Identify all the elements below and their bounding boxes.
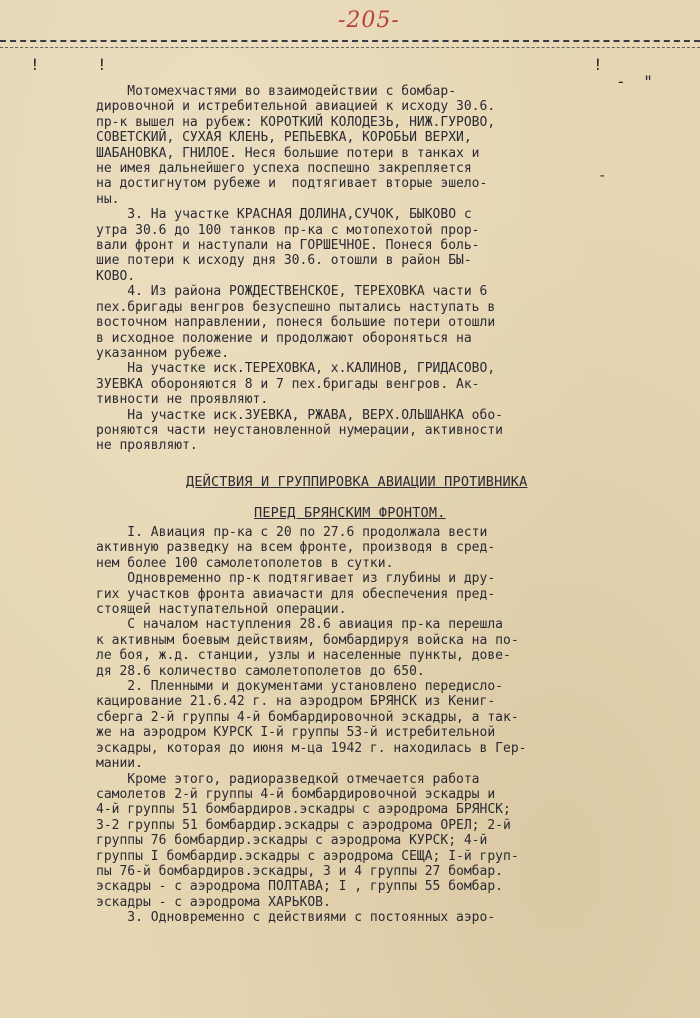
text-line: 3-2 группы 51 бомбардир.эскадры с аэродрома ОРЕЛ; 2-й <box>96 817 511 833</box>
text-line: Одновременно пр-к подтягивает из глубины и дру- <box>96 571 496 587</box>
text-line: активную разведку на всем фронте, производя в сред- <box>96 540 496 556</box>
body-text-top <box>96 84 620 454</box>
text-line: 3. На участке КРАСНАЯ ДОЛИНА,СУЧОК, БЫКОВО с <box>96 207 472 223</box>
text-line: пр-к вышел на рубеж: КОРОТКИЙ КОЛОДЕЗЬ, НИЖ.ГУРОВО, <box>96 114 496 130</box>
text-line: С началом наступления 28.6 авиация пр-ка перешла <box>96 617 503 633</box>
section-heading: ДЕЙСТВИЯ И ГРУППИРОВКА АВИАЦИИ ПРОТИВНИКА <box>186 474 528 490</box>
page-number: -205- <box>338 8 400 33</box>
text-line: в исходное положение и продолжают обороняться на <box>96 330 472 346</box>
text-line: 4-й группы 51 бомбардиров.эскадры с аэродрома БРЯНСК; <box>96 802 511 818</box>
text-line: сберга 2-й группы 4-й бомбардировочной эскадры, а так- <box>96 709 519 725</box>
text-line: ны. <box>96 191 120 207</box>
text-line: утра 30.6 до 100 танков пр-ка с мотопехотой прор- <box>96 222 480 238</box>
text-line: 2. Пленными и документами установлено передисло- <box>96 679 503 695</box>
dashed-separator <box>0 40 700 42</box>
text-line: к активным боевым действиям, бомбардируя войска на по- <box>96 632 519 648</box>
text-line: группы 76 бомбардир.эскадры с аэродрома КУРСК; 4-й <box>96 833 488 849</box>
text-line: ШАБАНОВКА, ГНИЛОЕ. Неся большие потери в танках и <box>96 145 480 161</box>
margin-mark-left-2: ! <box>97 55 107 74</box>
text-line: не имея дальнейшего успеха поспешно закрепляется <box>96 161 472 177</box>
text-line: эскадры, которая до июня м-ца 1942 г. находилась в Гер- <box>96 740 527 756</box>
text-line: не проявляют. <box>96 438 198 454</box>
text-line: эскадры - с аэродрома ХАРЬКОВ. <box>96 894 331 910</box>
dashed-separator-secondary <box>0 47 700 48</box>
text-line: кацирование 21.6.42 г. на аэродром БРЯНСК из Кениг- <box>96 694 496 710</box>
text-line: ле боя, ж.д. станции, узлы и населенные пункты, дове- <box>96 648 511 664</box>
text-line: шие потери к исходу дня 30.6. отошли в район БЫ- <box>96 253 472 269</box>
text-line: дя 28.6 количество самолетополетов до 650. <box>96 663 425 679</box>
margin-mark-left: ! <box>30 55 40 74</box>
text-line: ЗУЕВКА обороняются 8 и 7 пех.бригады венгров. Ак- <box>96 376 480 392</box>
text-line: тивности не проявляют. <box>96 392 269 408</box>
text-line: мании. <box>96 756 143 772</box>
text-line: нем более 100 самолетополетов в сутки. <box>96 555 394 571</box>
text-line: пех.бригады венгров безуспешно пытались наступать в <box>96 299 496 315</box>
text-line: эскадры - с аэродрома ПОЛТАВА; I , группы 55 бомбар. <box>96 879 503 895</box>
text-line: дировочной и истребительной авиацией к исходу 30.6. <box>96 99 496 115</box>
text-line: На участке иск.ТЕРЕХОВКА, х.КАЛИНОВ, ГРИДАСОВО, <box>96 361 496 377</box>
text-line: восточном направлении, понеся большие потери отошли <box>96 315 496 331</box>
margin-tick: - <box>598 168 607 184</box>
text-line: 4. Из района РОЖДЕСТВЕНСКОЕ, ТЕРЕХОВКА части 6 <box>96 284 488 300</box>
text-line: вали фронт и наступали на ГОРШЕЧНОЕ. Понеся боль- <box>96 238 480 254</box>
margin-mark-right: ! <box>593 55 603 74</box>
margin-quote-mark: - " <box>616 72 657 91</box>
text-line: гих участков фронта авиачасти для обеспечения пред- <box>96 586 496 602</box>
text-line: указанном рубеже. <box>96 345 230 361</box>
text-line: СОВЕТСКИЙ, СУХАЯ КЛЕНЬ, РЕПЬЕВКА, КОРОБЬИ ВЕРХИ, <box>96 130 472 146</box>
text-line: КОВО. <box>96 268 136 284</box>
text-line: на достигнутом рубеже и подтягивает вторые эшело- <box>96 176 488 192</box>
text-line: самолетов 2-й группы 4-й бомбардировочной эскадры и <box>96 786 496 802</box>
section-subheading: ПЕРЕД БРЯНСКИМ ФРОНТОМ. <box>254 505 446 521</box>
text-line: На участке иск.ЗУЕВКА, РЖАВА, ВЕРХ.ОЛЬШАНКА обо- <box>96 407 503 423</box>
text-line: же на аэродром КУРСК I-й группы 53-й истребительной <box>96 725 496 741</box>
text-line: группы I бомбардир.эскадры с аэродрома СЕЩА; I-й груп- <box>96 848 519 864</box>
text-line: I. Авиация пр-ка с 20 по 27.6 продолжала вести <box>96 525 488 540</box>
text-line: роняются части неустановленной нумерации, активности <box>96 422 503 438</box>
text-line: 3. Одновременно с действиями с постоянных аэро- <box>96 910 496 926</box>
text-line: Мотомехчастями во взаимодействии с бомбар- <box>96 84 457 99</box>
text-line: стоящей наступательной операции. <box>96 602 347 618</box>
body-text-bottom <box>96 525 620 926</box>
text-line: пы 76-й бомбардиров.эскадры, 3 и 4 группы 27 бомбар. <box>96 863 503 879</box>
text-line: Кроме этого, радиоразведкой отмечается работа <box>96 771 480 787</box>
